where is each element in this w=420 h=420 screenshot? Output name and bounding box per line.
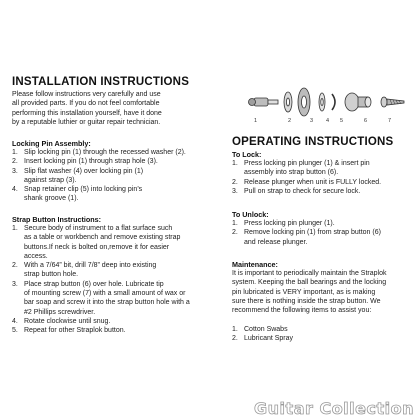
- list-item: 1. Slip locking pin (1) through the recessed washer (2).: [12, 149, 186, 156]
- part-number-label: 3: [310, 118, 314, 124]
- to-unlock-title: To Unlock:: [232, 210, 269, 219]
- to-lock-steps: [232, 159, 417, 196]
- list-item: 1. Secure body of instrument to a flat surface such as a table or workbench and remove existing strap buttons.If neck is bolted on,remove it for easier access.: [12, 225, 181, 260]
- flat-washer-icon: [319, 93, 325, 111]
- part-number-label: 5: [340, 118, 344, 124]
- part-number-label: 6: [364, 118, 368, 124]
- strap-icon: [298, 88, 310, 116]
- installation-title: INSTALLATION INSTRUCTIONS: [12, 76, 190, 88]
- list-item: 2. With a 7/64” bit, drill 7/8” deep into existing strap button hole.: [12, 262, 157, 279]
- watermark: Guitar Collection: [254, 399, 414, 418]
- part-number-label: 4: [326, 118, 330, 124]
- list-item: 2. Lubricant Spray: [232, 335, 294, 343]
- part-number-label: 1: [254, 118, 258, 124]
- list-item: 1. Press locking pin plunger (1).: [232, 220, 335, 227]
- list-item: 4. Rotate clockwise until snug.: [12, 317, 111, 325]
- part-number-label: 2: [288, 118, 292, 124]
- operating-title: OPERATING INSTRUCTIONS: [232, 136, 394, 148]
- list-item: 2. Release plunger when unit is FULLY locked.: [232, 178, 382, 186]
- to-lock-title: To Lock:: [232, 150, 262, 159]
- list-item: 3. Pull on strap to check for secure lock.: [232, 187, 361, 195]
- maintenance-items: [232, 325, 382, 344]
- part-number-label: 7: [388, 118, 392, 124]
- installation-intro: Please follow instructions very carefully and use all provided parts. If you do not feel comfortable performing this installation yourself, have it done by a reputable luthier or guitar repair technician.: [12, 91, 162, 126]
- list-item: 2. Insert locking pin (1) through strap hole (3).: [12, 158, 158, 166]
- maintenance-title: Maintenance:: [232, 260, 278, 269]
- strap-button-instructions-title: Strap Button Instructions:: [12, 215, 102, 224]
- strap-button-icon: [345, 93, 371, 111]
- list-item: 1. Press locking pin plunger (1) & insert pin assembly into strap button (6).: [232, 160, 370, 177]
- locking-pin-assembly-steps: [12, 148, 217, 204]
- locking-pin-icon: [249, 98, 279, 106]
- to-unlock-steps: [232, 219, 417, 247]
- list-item: 3. Place strap button (6) over hole. Lubricate tip of mounting screw (7) with a small amount of wax or bar soap and screw it into the strap button hole with a #2 Phillips screwdriver.: [12, 280, 190, 316]
- list-item: 5. Repeat for other Straplok button.: [12, 327, 126, 335]
- list-item: 2. Remove locking pin (1) from strap button (6) and release plunger.: [232, 229, 381, 246]
- list-item: 1. Cotton Swabs: [232, 326, 288, 333]
- mounting-screw-icon: [381, 97, 404, 107]
- hardware-part-numbers: [252, 118, 402, 128]
- recessed-washer-icon: [284, 92, 292, 112]
- strap-button-steps: [12, 224, 217, 336]
- list-item: 4. Snap retainer clip (5) into locking pin’s shank groove (1).: [12, 186, 143, 203]
- retainer-clip-icon: [332, 94, 335, 110]
- list-item: 3. Slip flat washer (4) over locking pin (1) against strap (3).: [12, 167, 144, 184]
- maintenance-text: It is important to periodically maintain the Straplok system. Keeping the ball bearings and the locking pin lubricated is VERY important, as is making sure there is nothing inside the strap button. We recommend the following items to assist you:: [232, 270, 387, 315]
- locking-pin-assembly-title: Locking Pin Assembly:: [12, 139, 91, 148]
